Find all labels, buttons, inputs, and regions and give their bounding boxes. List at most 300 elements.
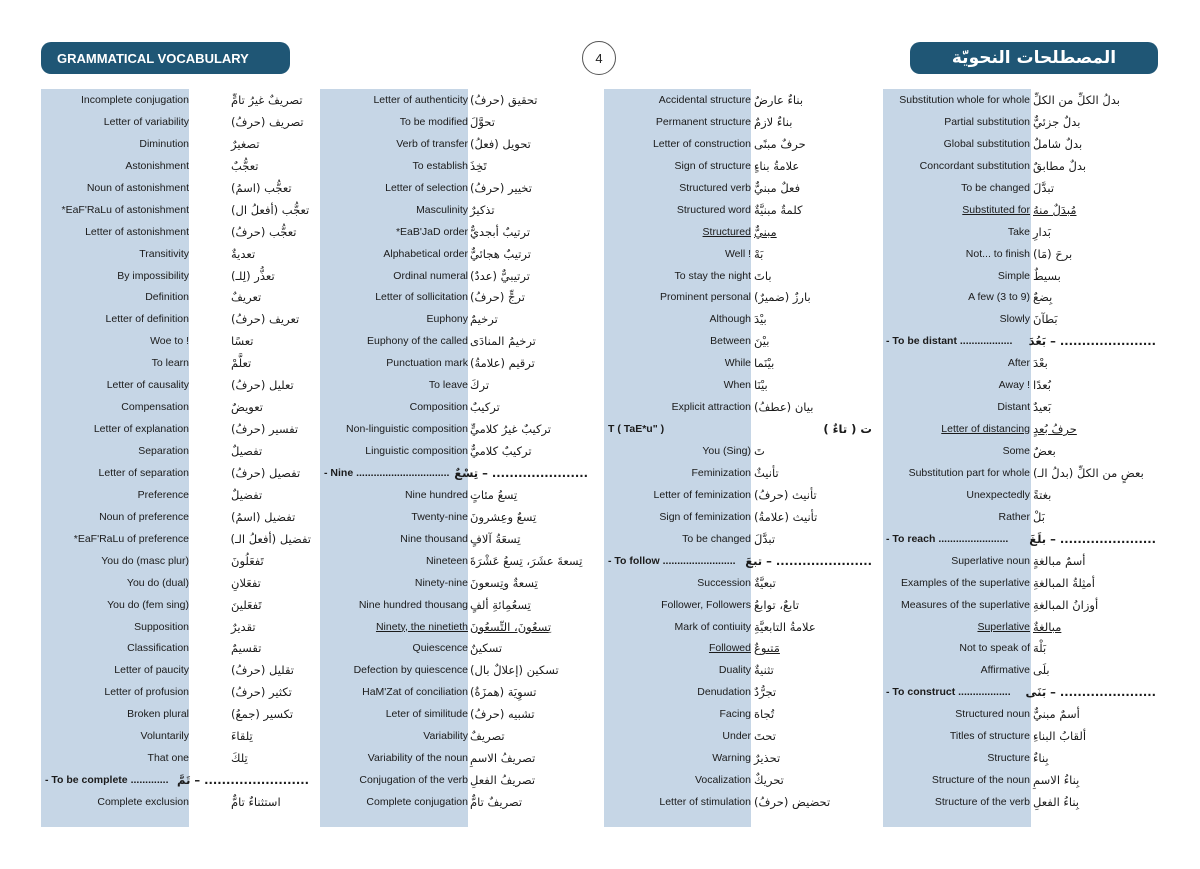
arabic-term: تعليل (حرفُ) bbox=[231, 378, 294, 393]
glossary-row bbox=[883, 617, 1158, 639]
arabic-term: بناءٌ عارضٌ bbox=[754, 93, 804, 107]
glossary-row bbox=[320, 309, 590, 331]
glossary-row bbox=[883, 397, 1158, 419]
english-term: Non-linguistic composition bbox=[346, 423, 468, 436]
arabic-term: بعضٍ من الكلِّ (بدلُ الـ) bbox=[1033, 465, 1144, 480]
english-term: Astonishment bbox=[125, 159, 189, 172]
english-term: *EaB'JaD order bbox=[395, 225, 468, 238]
english-term: Letter of separation bbox=[98, 466, 189, 479]
english-term: To stay the night bbox=[674, 269, 751, 282]
glossary-row bbox=[883, 463, 1158, 485]
english-term: Variability bbox=[423, 730, 468, 743]
glossary-row bbox=[604, 309, 874, 331]
glossary-row bbox=[320, 441, 590, 463]
arabic-term: تخيير (حرفُ) bbox=[470, 180, 532, 195]
arabic-term: ترتيبيٌّ (عددٌ) bbox=[470, 268, 530, 283]
glossary-row bbox=[320, 638, 590, 660]
arabic-term: علامةُ بناءٍ bbox=[754, 158, 800, 173]
arabic-term: ...................... – تبعَ bbox=[745, 553, 872, 568]
english-term: Substituted for bbox=[962, 203, 1030, 216]
english-term: Alphabetical order bbox=[383, 247, 468, 260]
glossary-row bbox=[883, 244, 1158, 266]
arabic-term: ........................ – تَمَّ bbox=[177, 773, 309, 788]
arabic-term: تبدَّلَ bbox=[1033, 180, 1055, 195]
glossary-row bbox=[41, 792, 311, 814]
glossary-row bbox=[41, 419, 311, 441]
glossary-row bbox=[604, 419, 874, 441]
arabic-term: تقليل (حرفُ) bbox=[231, 663, 295, 678]
arabic-term: حرفٌ مبنًى bbox=[754, 136, 806, 151]
arabic-term: بِضعٌ bbox=[1033, 290, 1053, 305]
arabic-term: ...................... – بَعُدَ bbox=[1028, 334, 1156, 349]
english-term: Nine hundred bbox=[404, 488, 468, 501]
english-term: Global substitution bbox=[943, 137, 1030, 150]
arabic-term: أسمٌ مبالغةٍ bbox=[1033, 553, 1086, 568]
english-term: HaM'Zat of conciliation bbox=[362, 686, 468, 699]
glossary-row bbox=[883, 112, 1158, 134]
arabic-term: بيان (عطفُ) bbox=[754, 400, 814, 415]
glossary-row bbox=[41, 595, 311, 617]
arabic-term: ترقيم (علامةُ) bbox=[470, 356, 535, 371]
english-term: Composition bbox=[409, 401, 468, 414]
arabic-term: بعْدَ bbox=[1033, 356, 1048, 371]
arabic-term: تعويضٌ bbox=[231, 400, 263, 415]
arabic-term: تعذُّر (لِلـ) bbox=[231, 268, 275, 283]
glossary-row bbox=[41, 463, 311, 485]
english-term: Away ! bbox=[998, 379, 1030, 392]
glossary-row bbox=[604, 660, 874, 682]
english-term: Unexpectedly bbox=[966, 488, 1030, 501]
glossary-row bbox=[320, 617, 590, 639]
arabic-term: ألقابُ البناءِ bbox=[1033, 729, 1087, 744]
english-term: Nineteen bbox=[425, 554, 468, 567]
arabic-term: تكسير (جمعُ) bbox=[231, 707, 294, 722]
arabic-term: تعديةٌ bbox=[231, 246, 256, 261]
arabic-term: تصغيرٌ bbox=[231, 136, 260, 151]
glossary-row bbox=[604, 638, 874, 660]
arabic-term: بَدارِ bbox=[1033, 224, 1051, 239]
arabic-term: بدلٌ شاملٌ bbox=[1033, 136, 1083, 151]
arabic-term: تحتَ bbox=[754, 729, 776, 744]
english-term: Sign of feminization bbox=[659, 510, 751, 523]
arabic-term: تفصيلٌ bbox=[231, 444, 263, 458]
english-term: Substitution whole for whole bbox=[899, 94, 1030, 106]
english-term: To be changed bbox=[682, 532, 751, 545]
glossary-row bbox=[604, 331, 874, 353]
english-term: Separation bbox=[138, 445, 189, 457]
arabic-term: استثناءٌ تامٌّ bbox=[231, 795, 281, 809]
english-term: Structured verb bbox=[679, 181, 751, 194]
glossary-row bbox=[320, 353, 590, 375]
arabic-term: تحذيرٌ bbox=[754, 751, 781, 766]
glossary-row bbox=[41, 244, 311, 266]
glossary-row bbox=[604, 353, 874, 375]
arabic-term: تعجُّب (حرفُ) bbox=[231, 224, 297, 239]
english-term: Structured word bbox=[676, 203, 751, 216]
glossary-row bbox=[883, 573, 1158, 595]
section-heading-row bbox=[883, 331, 1158, 353]
arabic-term: بَطآنَ bbox=[1033, 312, 1058, 327]
arabic-term: تفضيلٌ bbox=[231, 487, 263, 502]
english-term: Letter of causality bbox=[106, 379, 189, 392]
english-term: Conjugation of the verb bbox=[359, 774, 468, 787]
english-term: Letter of definition bbox=[105, 313, 189, 326]
arabic-term: بدلٌ مطابقٌ bbox=[1033, 158, 1087, 173]
arabic-term: تقسيمٌ bbox=[231, 641, 262, 656]
glossary-row bbox=[883, 638, 1158, 660]
glossary-row bbox=[883, 287, 1158, 309]
glossary-row bbox=[41, 156, 311, 178]
arabic-term: برحَ (مَا) bbox=[1033, 246, 1073, 261]
english-term: Letter of astonishment bbox=[85, 225, 189, 238]
english-term: Concordant substitution bbox=[919, 159, 1030, 172]
glossary-row bbox=[604, 397, 874, 419]
arabic-term: تجرُّدٌ bbox=[754, 685, 777, 700]
glossary-row bbox=[320, 397, 590, 419]
arabic-term: تصريفٌ غيرُ تامٍّ bbox=[231, 93, 303, 107]
english-term: Nine hundred thousang bbox=[358, 598, 468, 611]
english-term: Slowly bbox=[999, 313, 1030, 326]
glossary-row bbox=[883, 507, 1158, 529]
english-term: Ninety, the ninetieth bbox=[375, 620, 468, 633]
glossary-row bbox=[320, 178, 590, 200]
english-term: Between bbox=[710, 335, 751, 348]
english-term: To leave bbox=[428, 379, 468, 392]
english-term: Classification bbox=[127, 642, 189, 655]
english-term: Leter of similitude bbox=[385, 708, 468, 721]
glossary-row bbox=[604, 112, 874, 134]
arabic-term: فعلٌ مبنيٌّ bbox=[754, 180, 801, 195]
arabic-term: تركيبٌ bbox=[470, 400, 500, 415]
arabic-term: بَهْ bbox=[754, 246, 764, 261]
english-term: *EaF'RaLu of astonishment bbox=[61, 203, 189, 216]
glossary-row bbox=[41, 266, 311, 288]
arabic-term: مبالغةٌ bbox=[1033, 619, 1062, 634]
arabic-term: تفعَلانِ bbox=[231, 575, 261, 590]
glossary-row bbox=[604, 485, 874, 507]
arabic-term: ...................... – بلَغَ bbox=[1029, 531, 1156, 546]
english-term: Punctuation mark bbox=[386, 357, 468, 370]
glossary-row bbox=[320, 266, 590, 288]
glossary-row bbox=[320, 551, 590, 573]
english-term: Woe to ! bbox=[150, 335, 189, 348]
glossary-row bbox=[604, 287, 874, 309]
english-term: Feminization bbox=[691, 466, 751, 479]
arabic-term: تعريفٌ bbox=[231, 290, 262, 305]
english-term: Letter of variability bbox=[103, 115, 189, 128]
glossary-row bbox=[320, 222, 590, 244]
section-heading-row bbox=[41, 770, 311, 792]
glossary-row bbox=[604, 792, 874, 814]
glossary-row bbox=[883, 134, 1158, 156]
arabic-term: تسوِيَة (همزَةُ) bbox=[470, 685, 537, 700]
english-term: Letter of sollicitation bbox=[375, 291, 468, 304]
english-term: Denudation bbox=[697, 686, 751, 699]
glossary-row bbox=[604, 726, 874, 748]
glossary-row bbox=[320, 748, 590, 770]
english-term: Partial substitution bbox=[944, 115, 1030, 128]
arabic-term: تحضيض (حرفُ) bbox=[754, 795, 831, 809]
english-term: Facing bbox=[719, 708, 751, 721]
arabic-term: تأنيث (حرفُ) bbox=[754, 487, 817, 502]
glossary-row bbox=[883, 441, 1158, 463]
section-heading-row bbox=[604, 551, 874, 573]
english-term: - To reach ........................ bbox=[886, 532, 1009, 545]
glossary-column-3 bbox=[604, 89, 874, 827]
arabic-term: بِناءٌ bbox=[1033, 751, 1049, 766]
arabic-term: تفصيل (حرفُ) bbox=[231, 465, 301, 480]
english-term: Letter of authenticity bbox=[373, 94, 468, 106]
english-term: Mark of contiuity bbox=[674, 620, 751, 633]
english-term: Structured noun bbox=[955, 708, 1030, 721]
arabic-term: تعجُّبٌ bbox=[231, 158, 259, 173]
glossary-row bbox=[320, 660, 590, 682]
glossary-row bbox=[320, 90, 590, 112]
glossary-row bbox=[41, 617, 311, 639]
arabic-term: تِسعةَ عشَرَ، تِسعُ عَشْرَةَ bbox=[470, 553, 583, 568]
english-term: Affirmative bbox=[980, 664, 1030, 677]
arabic-term: ...................... – بَنَى bbox=[1025, 685, 1156, 700]
glossary-row bbox=[41, 200, 311, 222]
arabic-term: علامةُ التابعيَّةِ bbox=[754, 619, 816, 634]
glossary-row bbox=[604, 463, 874, 485]
english-term: Euphony bbox=[426, 313, 468, 326]
glossary-row bbox=[883, 770, 1158, 792]
arabic-term: تِسعُونَ، التِّسعُونَ bbox=[470, 619, 552, 634]
english-term: To learn bbox=[151, 357, 189, 370]
english-term: Ordinal numeral bbox=[393, 269, 468, 282]
english-term: Defection by quiescence bbox=[353, 664, 468, 677]
arabic-term: تركَ bbox=[470, 378, 490, 393]
glossary-row bbox=[883, 309, 1158, 331]
glossary-row bbox=[320, 287, 590, 309]
english-term: To establish bbox=[412, 159, 468, 172]
english-term: Euphony of the called bbox=[367, 335, 468, 348]
english-term: A few (3 to 9) bbox=[968, 291, 1030, 304]
english-term: Accidental structure bbox=[658, 94, 751, 106]
english-term: - To construct .................. bbox=[886, 686, 1011, 699]
header-title-arabic: المصطلحات النحويّة bbox=[910, 42, 1158, 74]
glossary-row bbox=[883, 726, 1158, 748]
glossary-row bbox=[604, 134, 874, 156]
glossary-row bbox=[41, 178, 311, 200]
english-term: Verb of transfer bbox=[396, 137, 468, 150]
glossary-row bbox=[41, 660, 311, 682]
arabic-term: بدلٌ جزئيٌّ bbox=[1033, 114, 1081, 129]
arabic-term: تِسعٌ وعِشرونَ bbox=[470, 509, 537, 524]
arabic-term: ترخيمُ المنادَى bbox=[470, 334, 536, 349]
glossary-row bbox=[604, 770, 874, 792]
english-term: Distant bbox=[997, 401, 1030, 414]
english-term: Quiescence bbox=[412, 642, 468, 655]
arabic-term: تركيبٌ كلاميٌّ bbox=[470, 444, 532, 458]
arabic-term: تفضيل (اسمُ) bbox=[231, 509, 296, 524]
glossary-row bbox=[883, 485, 1158, 507]
glossary-row bbox=[883, 90, 1158, 112]
english-term: Transitivity bbox=[139, 247, 189, 260]
english-term: Compensation bbox=[121, 401, 189, 414]
arabic-term: تذكيرٌ bbox=[470, 202, 495, 217]
arabic-term: ترخيمٌ bbox=[470, 312, 498, 327]
glossary-row bbox=[320, 792, 590, 814]
arabic-term: تصريفُ الاسمِ bbox=[470, 751, 536, 766]
english-term: Sign of structure bbox=[674, 159, 751, 172]
english-term: Structured bbox=[702, 225, 751, 238]
glossary-row bbox=[320, 573, 590, 595]
arabic-term: تِلكَ bbox=[231, 751, 248, 766]
english-term: Structure bbox=[987, 752, 1030, 765]
arabic-term: بسيطٌ bbox=[1033, 268, 1061, 283]
arabic-term: أمثِلةُ المبالغةِ bbox=[1033, 575, 1095, 590]
english-term: Supposition bbox=[134, 620, 189, 633]
glossary-row bbox=[41, 287, 311, 309]
english-term: - To be complete ............. bbox=[45, 774, 169, 787]
glossary-row bbox=[320, 200, 590, 222]
english-term: Follower, Followers bbox=[661, 598, 751, 611]
arabic-term: تِلقاءَ bbox=[231, 729, 253, 744]
english-term: You do (dual) bbox=[126, 576, 189, 589]
english-term: Under bbox=[722, 730, 751, 743]
arabic-term: تِسعُ مئاتٍ bbox=[470, 487, 518, 502]
glossary-row bbox=[604, 748, 874, 770]
arabic-term: مَتبوعٌ bbox=[754, 641, 780, 656]
glossary-row bbox=[41, 112, 311, 134]
english-term: - To follow ......................... bbox=[608, 554, 736, 567]
english-term: Diminution bbox=[139, 137, 189, 150]
glossary-row bbox=[41, 353, 311, 375]
english-term: Although bbox=[709, 313, 751, 326]
glossary-row bbox=[41, 90, 311, 112]
english-term: Noun of astonishment bbox=[86, 181, 189, 194]
arabic-term: تأنيث (علامةُ) bbox=[754, 509, 818, 524]
glossary-row bbox=[604, 441, 874, 463]
arabic-term: تعسًا bbox=[231, 334, 254, 349]
english-term: Examples of the superlative bbox=[901, 576, 1030, 589]
page-number: 4 bbox=[582, 41, 616, 75]
english-term: Broken plural bbox=[127, 708, 189, 721]
glossary-row bbox=[883, 200, 1158, 222]
arabic-term: تَ bbox=[754, 444, 765, 458]
arabic-term: تِسعَةُ آلافٍ bbox=[470, 531, 521, 546]
english-term: Not to speak of bbox=[959, 642, 1030, 655]
arabic-term: تعجُّب (أفعلُ ال) bbox=[231, 202, 310, 217]
glossary-row bbox=[41, 441, 311, 463]
english-term: Letter of selection bbox=[385, 181, 468, 194]
glossary-row bbox=[320, 156, 590, 178]
arabic-term: بلَى bbox=[1033, 663, 1050, 678]
arabic-term: تَفعَلينَ bbox=[231, 597, 262, 612]
english-term: Letter of feminization bbox=[653, 488, 751, 501]
arabic-term: ...................... – تِسْعٌ bbox=[454, 465, 588, 480]
arabic-term: تَخِذَ bbox=[470, 158, 487, 173]
arabic-term: تعجُّب (اسمُ) bbox=[231, 180, 292, 195]
arabic-term: تَفعَلُونَ bbox=[231, 553, 264, 568]
glossary-row bbox=[883, 595, 1158, 617]
arabic-term: تقديرٌ bbox=[231, 619, 256, 634]
arabic-term: تِسعةٌ وتِسعونَ bbox=[470, 575, 538, 590]
arabic-term: بَعيدٌ bbox=[1033, 400, 1052, 415]
glossary-row bbox=[41, 397, 311, 419]
arabic-term: تعريف (حرفُ) bbox=[231, 312, 300, 327]
glossary-row bbox=[41, 748, 311, 770]
arabic-term: تثنيةٌ bbox=[754, 663, 774, 678]
arabic-term: تحوَّلَ bbox=[470, 114, 495, 129]
glossary-row bbox=[883, 353, 1158, 375]
english-term: Not... to finish bbox=[965, 247, 1030, 260]
glossary-row bbox=[604, 529, 874, 551]
glossary-row bbox=[883, 660, 1158, 682]
english-term: Letter of distancing bbox=[941, 423, 1030, 436]
arabic-term: تحويل (فعلُ) bbox=[470, 136, 531, 151]
glossary-row bbox=[604, 507, 874, 529]
english-term: Permanent structure bbox=[655, 115, 751, 128]
english-term: Nine thousand bbox=[400, 532, 468, 545]
english-term: *EaF'RaLu of preference bbox=[73, 532, 189, 545]
glossary-row bbox=[320, 485, 590, 507]
glossary-row bbox=[883, 419, 1158, 441]
arabic-term: بعضٌ bbox=[1033, 444, 1056, 458]
glossary-row bbox=[604, 244, 874, 266]
glossary-row bbox=[883, 375, 1158, 397]
english-term: Variability of the noun bbox=[367, 752, 468, 765]
glossary-row bbox=[41, 638, 311, 660]
english-term: Letter of stimulation bbox=[659, 796, 751, 808]
arabic-term: بدلُ الكلِّ من الكلِّ bbox=[1033, 93, 1120, 107]
glossary-row bbox=[604, 156, 874, 178]
glossary-row bbox=[604, 573, 874, 595]
arabic-term: بيْنَا bbox=[754, 378, 768, 393]
glossary-row bbox=[320, 375, 590, 397]
english-term: Explicit attraction bbox=[671, 401, 751, 414]
english-term: T ( TaE*u" ) bbox=[608, 423, 665, 436]
english-term: After bbox=[1007, 357, 1030, 370]
glossary-row bbox=[41, 704, 311, 726]
arabic-term: بَلْهَ bbox=[1033, 641, 1047, 656]
arabic-term: بناءٌ لازمٌ bbox=[754, 114, 793, 129]
arabic-term: تِسعُمِائةِ ألفٍ bbox=[470, 597, 531, 612]
arabic-term: باتَ bbox=[754, 268, 772, 283]
glossary-row bbox=[604, 222, 874, 244]
arabic-term: ترتيبٌ هجائيٌّ bbox=[470, 246, 531, 261]
glossary-row bbox=[41, 375, 311, 397]
arabic-term: أسمٌ مبنيٌّ bbox=[1033, 707, 1080, 722]
english-term: Superlative noun bbox=[951, 554, 1030, 567]
glossary-row bbox=[883, 704, 1158, 726]
arabic-term: حرفُ بُعدٍ bbox=[1033, 422, 1077, 437]
english-term: To be changed bbox=[961, 181, 1030, 194]
english-term: Some bbox=[1002, 445, 1030, 457]
english-term: Vocalization bbox=[694, 774, 751, 787]
glossary-row bbox=[604, 375, 874, 397]
arabic-term: تحريكٌ bbox=[754, 773, 784, 788]
english-term: Letter of explanation bbox=[93, 423, 189, 436]
english-term: Letter of paucity bbox=[114, 664, 189, 677]
glossary-row bbox=[320, 507, 590, 529]
english-term: Prominent personal bbox=[659, 291, 751, 304]
glossary-row bbox=[604, 178, 874, 200]
arabic-term: ترتيبٌ أبجديٌّ bbox=[470, 224, 531, 239]
arabic-term: أوزانُ المبالغةِ bbox=[1033, 597, 1099, 612]
english-term: Definition bbox=[145, 291, 189, 304]
glossary-column-4 bbox=[883, 89, 1158, 827]
glossary-row bbox=[41, 134, 311, 156]
arabic-term: بِناءُ الاسمِ bbox=[1033, 773, 1080, 788]
english-term: Succession bbox=[697, 576, 751, 589]
glossary-row bbox=[883, 178, 1158, 200]
english-term: Structure of the verb bbox=[934, 796, 1030, 808]
english-term: Preference bbox=[137, 488, 189, 501]
glossary-row bbox=[883, 551, 1158, 573]
